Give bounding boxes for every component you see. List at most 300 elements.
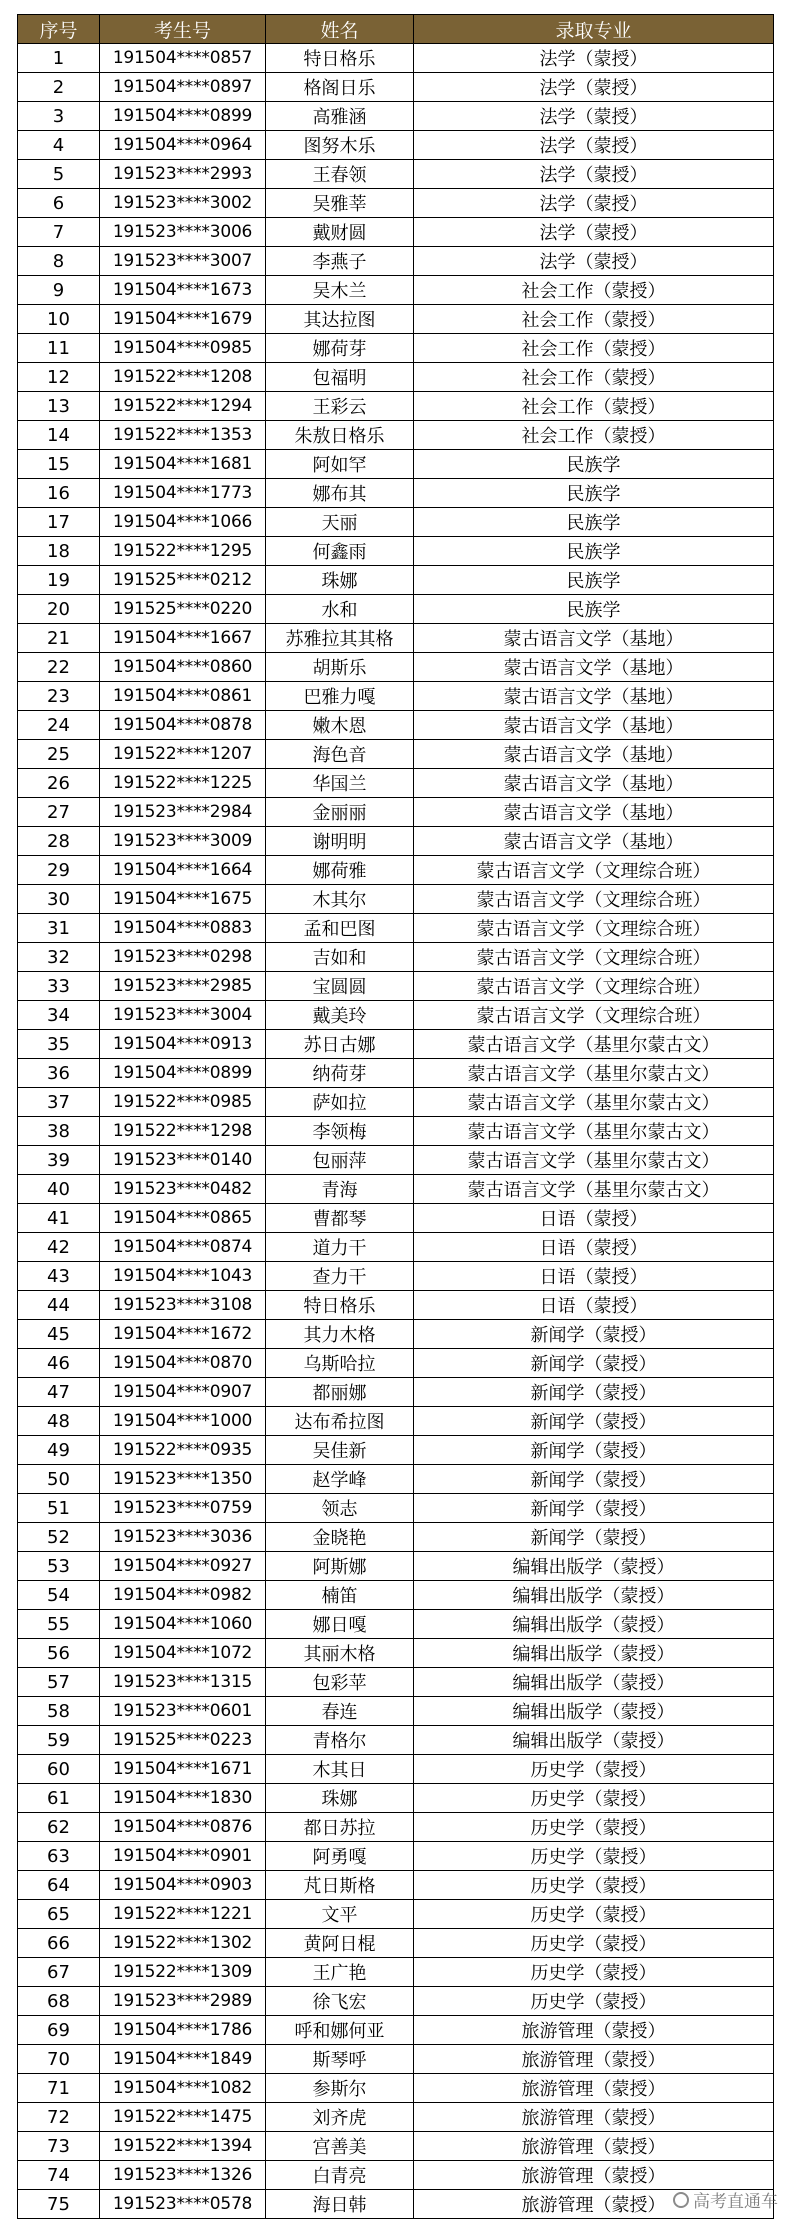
- cell-major: 新闻学（蒙授）: [414, 1320, 774, 1349]
- cell-name: 苏雅拉其其格: [266, 624, 414, 653]
- cell-exam-id: 191504****1072: [100, 1639, 266, 1668]
- cell-exam-id: 191504****1679: [100, 305, 266, 334]
- cell-name: 高雅涵: [266, 102, 414, 131]
- cell-exam-id: 191522****1225: [100, 769, 266, 798]
- cell-index: 19: [18, 566, 100, 595]
- cell-major: 法学（蒙授）: [414, 160, 774, 189]
- cell-major: 新闻学（蒙授）: [414, 1494, 774, 1523]
- cell-major: 法学（蒙授）: [414, 73, 774, 102]
- cell-exam-id: 191522****1208: [100, 363, 266, 392]
- cell-index: 26: [18, 769, 100, 798]
- cell-exam-id: 191504****0860: [100, 653, 266, 682]
- cell-major: 历史学（蒙授）: [414, 1900, 774, 1929]
- cell-index: 34: [18, 1001, 100, 1030]
- cell-exam-id: 191504****1664: [100, 856, 266, 885]
- cell-name: 金丽丽: [266, 798, 414, 827]
- cell-exam-id: 191522****1298: [100, 1117, 266, 1146]
- table-row: [18, 1581, 774, 1610]
- table-row: [18, 160, 774, 189]
- table-row: [18, 2132, 774, 2161]
- cell-index: 14: [18, 421, 100, 450]
- cell-major: 历史学（蒙授）: [414, 1784, 774, 1813]
- cell-major: 蒙古语言文学（基里尔蒙古文）: [414, 1146, 774, 1175]
- table-row: [18, 1059, 774, 1088]
- cell-exam-id: 191504****0897: [100, 73, 266, 102]
- cell-exam-id: 191504****0927: [100, 1552, 266, 1581]
- cell-name: 芃日斯格: [266, 1871, 414, 1900]
- cell-index: 36: [18, 1059, 100, 1088]
- table-row: [18, 1900, 774, 1929]
- cell-name: 领志: [266, 1494, 414, 1523]
- table-row: [18, 1929, 774, 1958]
- table-row: [18, 2016, 774, 2045]
- table-row: [18, 508, 774, 537]
- cell-name: 娜布其: [266, 479, 414, 508]
- cell-index: 74: [18, 2161, 100, 2190]
- cell-major: 新闻学（蒙授）: [414, 1349, 774, 1378]
- cell-exam-id: 191504****1681: [100, 450, 266, 479]
- cell-name: 珠娜: [266, 566, 414, 595]
- cell-major: 蒙古语言文学（文理综合班）: [414, 885, 774, 914]
- cell-name: 金晓艳: [266, 1523, 414, 1552]
- table-row: [18, 131, 774, 160]
- cell-major: 民族学: [414, 595, 774, 624]
- cell-exam-id: 191504****0901: [100, 1842, 266, 1871]
- table-row: [18, 1204, 774, 1233]
- cell-name: 朱敖日格乐: [266, 421, 414, 450]
- cell-exam-id: 191504****1830: [100, 1784, 266, 1813]
- table-row: [18, 363, 774, 392]
- cell-index: 12: [18, 363, 100, 392]
- cell-exam-id: 191504****0907: [100, 1378, 266, 1407]
- table-row: [18, 2074, 774, 2103]
- cell-index: 1: [18, 44, 100, 73]
- cell-name: 戴财圆: [266, 218, 414, 247]
- cell-exam-id: 191522****1294: [100, 392, 266, 421]
- cell-name: 水和: [266, 595, 414, 624]
- cell-major: 编辑出版学（蒙授）: [414, 1610, 774, 1639]
- cell-name: 天丽: [266, 508, 414, 537]
- cell-name: 其力木格: [266, 1320, 414, 1349]
- cell-exam-id: 191523****0482: [100, 1175, 266, 1204]
- table-row: [18, 44, 774, 73]
- cell-exam-id: 191523****3004: [100, 1001, 266, 1030]
- table-row: [18, 1320, 774, 1349]
- cell-exam-id: 191523****3006: [100, 218, 266, 247]
- table-row: [18, 479, 774, 508]
- table-row: [18, 1436, 774, 1465]
- table-row: [18, 827, 774, 856]
- cell-major: 旅游管理（蒙授）: [414, 2074, 774, 2103]
- cell-exam-id: 191504****0964: [100, 131, 266, 160]
- cell-major: 旅游管理（蒙授）: [414, 2132, 774, 2161]
- watermark: [673, 2187, 778, 2212]
- cell-index: 5: [18, 160, 100, 189]
- table-row: [18, 653, 774, 682]
- cell-exam-id: 191504****0899: [100, 102, 266, 131]
- table-row: [18, 1755, 774, 1784]
- cell-index: 13: [18, 392, 100, 421]
- table-row: [18, 1175, 774, 1204]
- cell-name: 呼和娜何亚: [266, 2016, 414, 2045]
- cell-name: 苏日古娜: [266, 1030, 414, 1059]
- table-row: [18, 1958, 774, 1987]
- cell-major: 社会工作（蒙授）: [414, 276, 774, 305]
- table-row: [18, 711, 774, 740]
- cell-major: 日语（蒙授）: [414, 1204, 774, 1233]
- cell-index: 43: [18, 1262, 100, 1291]
- cell-exam-id: 191504****1043: [100, 1262, 266, 1291]
- cell-name: 木其日: [266, 1755, 414, 1784]
- cell-name: 赵学峰: [266, 1465, 414, 1494]
- table-row: [18, 1291, 774, 1320]
- table-row: [18, 421, 774, 450]
- cell-major: 蒙古语言文学（基地）: [414, 624, 774, 653]
- watermark-logo-icon: [673, 2192, 689, 2208]
- cell-name: 白青亮: [266, 2161, 414, 2190]
- cell-major: 新闻学（蒙授）: [414, 1407, 774, 1436]
- cell-name: 华国兰: [266, 769, 414, 798]
- cell-name: 其达拉图: [266, 305, 414, 334]
- table-row: [18, 218, 774, 247]
- cell-name: 曹都琴: [266, 1204, 414, 1233]
- cell-major: 法学（蒙授）: [414, 44, 774, 73]
- cell-major: 蒙古语言文学（基里尔蒙古文）: [414, 1030, 774, 1059]
- cell-name: 包福明: [266, 363, 414, 392]
- cell-name: 宫善美: [266, 2132, 414, 2161]
- cell-exam-id: 191523****0601: [100, 1697, 266, 1726]
- cell-exam-id: 191522****1221: [100, 1900, 266, 1929]
- cell-name: 参斯尔: [266, 2074, 414, 2103]
- cell-index: 61: [18, 1784, 100, 1813]
- cell-exam-id: 191504****0861: [100, 682, 266, 711]
- cell-exam-id: 191523****2989: [100, 1987, 266, 2016]
- table-row: [18, 1639, 774, 1668]
- cell-major: 编辑出版学（蒙授）: [414, 1552, 774, 1581]
- cell-exam-id: 191522****1394: [100, 2132, 266, 2161]
- table-header-row: [18, 15, 774, 44]
- cell-name: 王广艳: [266, 1958, 414, 1987]
- cell-name: 珠娜: [266, 1784, 414, 1813]
- header-name: 姓名: [266, 15, 414, 44]
- cell-name: 徐飞宏: [266, 1987, 414, 2016]
- table-row: [18, 624, 774, 653]
- cell-exam-id: 191522****0935: [100, 1436, 266, 1465]
- table-row: [18, 1813, 774, 1842]
- cell-major: 社会工作（蒙授）: [414, 392, 774, 421]
- cell-exam-id: 191504****0865: [100, 1204, 266, 1233]
- cell-major: 蒙古语言文学（文理综合班）: [414, 972, 774, 1001]
- cell-exam-id: 191504****1671: [100, 1755, 266, 1784]
- cell-index: 44: [18, 1291, 100, 1320]
- cell-major: 编辑出版学（蒙授）: [414, 1697, 774, 1726]
- table-row: [18, 1146, 774, 1175]
- cell-exam-id: 191504****1672: [100, 1320, 266, 1349]
- cell-exam-id: 191504****0876: [100, 1813, 266, 1842]
- cell-name: 李燕子: [266, 247, 414, 276]
- cell-major: 蒙古语言文学（基地）: [414, 653, 774, 682]
- cell-major: 蒙古语言文学（基地）: [414, 740, 774, 769]
- cell-name: 都日苏拉: [266, 1813, 414, 1842]
- cell-major: 民族学: [414, 537, 774, 566]
- cell-exam-id: 191525****0212: [100, 566, 266, 595]
- cell-name: 图努木乐: [266, 131, 414, 160]
- admission-table: [17, 14, 774, 2219]
- cell-exam-id: 191522****1353: [100, 421, 266, 450]
- cell-major: 编辑出版学（蒙授）: [414, 1726, 774, 1755]
- cell-exam-id: 191504****1773: [100, 479, 266, 508]
- cell-name: 吴佳新: [266, 1436, 414, 1465]
- cell-exam-id: 191504****1667: [100, 624, 266, 653]
- table-row: [18, 537, 774, 566]
- cell-exam-id: 191523****0140: [100, 1146, 266, 1175]
- cell-exam-id: 191523****3009: [100, 827, 266, 856]
- cell-name: 娜日嘎: [266, 1610, 414, 1639]
- cell-index: 67: [18, 1958, 100, 1987]
- cell-name: 黄阿日棍: [266, 1929, 414, 1958]
- cell-major: 法学（蒙授）: [414, 131, 774, 160]
- table-row: [18, 1871, 774, 1900]
- cell-index: 42: [18, 1233, 100, 1262]
- cell-name: 特日格乐: [266, 1291, 414, 1320]
- cell-index: 29: [18, 856, 100, 885]
- cell-index: 24: [18, 711, 100, 740]
- cell-major: 新闻学（蒙授）: [414, 1378, 774, 1407]
- cell-major: 蒙古语言文学（文理综合班）: [414, 1001, 774, 1030]
- table-row: [18, 2103, 774, 2132]
- cell-major: 社会工作（蒙授）: [414, 305, 774, 334]
- cell-index: 8: [18, 247, 100, 276]
- cell-index: 15: [18, 450, 100, 479]
- table-row: [18, 102, 774, 131]
- cell-exam-id: 191523****0298: [100, 943, 266, 972]
- cell-name: 包丽萍: [266, 1146, 414, 1175]
- cell-index: 70: [18, 2045, 100, 2074]
- cell-exam-id: 191504****0985: [100, 334, 266, 363]
- table-row: [18, 334, 774, 363]
- cell-major: 法学（蒙授）: [414, 189, 774, 218]
- cell-name: 娜荷芽: [266, 334, 414, 363]
- cell-index: 57: [18, 1668, 100, 1697]
- cell-exam-id: 191522****1475: [100, 2103, 266, 2132]
- cell-index: 47: [18, 1378, 100, 1407]
- cell-name: 包彩苹: [266, 1668, 414, 1697]
- cell-major: 民族学: [414, 479, 774, 508]
- table-row: [18, 1349, 774, 1378]
- cell-exam-id: 191523****1326: [100, 2161, 266, 2190]
- cell-major: 新闻学（蒙授）: [414, 1436, 774, 1465]
- cell-index: 60: [18, 1755, 100, 1784]
- table-row: [18, 1523, 774, 1552]
- cell-name: 格阁日乐: [266, 73, 414, 102]
- cell-major: 民族学: [414, 508, 774, 537]
- cell-exam-id: 191504****0913: [100, 1030, 266, 1059]
- cell-major: 日语（蒙授）: [414, 1262, 774, 1291]
- cell-major: 蒙古语言文学（基地）: [414, 769, 774, 798]
- cell-name: 海日韩: [266, 2190, 414, 2219]
- cell-index: 2: [18, 73, 100, 102]
- table-row: [18, 1842, 774, 1871]
- cell-index: 64: [18, 1871, 100, 1900]
- cell-name: 文平: [266, 1900, 414, 1929]
- cell-exam-id: 191504****0899: [100, 1059, 266, 1088]
- cell-exam-id: 191504****0857: [100, 44, 266, 73]
- cell-name: 纳荷芽: [266, 1059, 414, 1088]
- table-row: [18, 1552, 774, 1581]
- cell-major: 旅游管理（蒙授）: [414, 2016, 774, 2045]
- cell-name: 春连: [266, 1697, 414, 1726]
- cell-index: 40: [18, 1175, 100, 1204]
- cell-exam-id: 191504****0982: [100, 1581, 266, 1610]
- table-row: [18, 1610, 774, 1639]
- table-row: [18, 1465, 774, 1494]
- table-row: [18, 1668, 774, 1697]
- cell-major: 旅游管理（蒙授）: [414, 2161, 774, 2190]
- table-row: [18, 1784, 774, 1813]
- cell-name: 李领梅: [266, 1117, 414, 1146]
- cell-name: 道力干: [266, 1233, 414, 1262]
- cell-exam-id: 191523****1315: [100, 1668, 266, 1697]
- cell-index: 63: [18, 1842, 100, 1871]
- cell-name: 特日格乐: [266, 44, 414, 73]
- cell-exam-id: 191523****3002: [100, 189, 266, 218]
- cell-index: 11: [18, 334, 100, 363]
- table-row: [18, 1407, 774, 1436]
- cell-exam-id: 191504****0874: [100, 1233, 266, 1262]
- cell-name: 谢明明: [266, 827, 414, 856]
- table-row: [18, 943, 774, 972]
- cell-major: 编辑出版学（蒙授）: [414, 1581, 774, 1610]
- cell-index: 49: [18, 1436, 100, 1465]
- cell-name: 斯琴呼: [266, 2045, 414, 2074]
- cell-index: 31: [18, 914, 100, 943]
- cell-name: 都丽娜: [266, 1378, 414, 1407]
- table-row: [18, 856, 774, 885]
- cell-major: 历史学（蒙授）: [414, 1987, 774, 2016]
- cell-name: 戴美玲: [266, 1001, 414, 1030]
- cell-name: 刘齐虎: [266, 2103, 414, 2132]
- table-row: [18, 566, 774, 595]
- cell-major: 法学（蒙授）: [414, 247, 774, 276]
- cell-name: 阿如罕: [266, 450, 414, 479]
- table-row: [18, 276, 774, 305]
- cell-index: 52: [18, 1523, 100, 1552]
- cell-major: 法学（蒙授）: [414, 102, 774, 131]
- cell-index: 22: [18, 653, 100, 682]
- cell-exam-id: 191523****1350: [100, 1465, 266, 1494]
- cell-exam-id: 191522****0985: [100, 1088, 266, 1117]
- cell-exam-id: 191523****3036: [100, 1523, 266, 1552]
- cell-name: 嫩木恩: [266, 711, 414, 740]
- cell-major: 编辑出版学（蒙授）: [414, 1668, 774, 1697]
- cell-index: 35: [18, 1030, 100, 1059]
- cell-exam-id: 191523****2985: [100, 972, 266, 1001]
- cell-exam-id: 191522****1309: [100, 1958, 266, 1987]
- cell-name: 吴雅莘: [266, 189, 414, 218]
- table-row: [18, 682, 774, 711]
- cell-major: 旅游管理（蒙授）: [414, 2103, 774, 2132]
- cell-major: 历史学（蒙授）: [414, 1958, 774, 1987]
- cell-name: 达布希拉图: [266, 1407, 414, 1436]
- header-index: 序号: [18, 15, 100, 44]
- table-row: [18, 2161, 774, 2190]
- cell-exam-id: 191522****1302: [100, 1929, 266, 1958]
- cell-exam-id: 191522****1295: [100, 537, 266, 566]
- cell-exam-id: 191523****3108: [100, 1291, 266, 1320]
- cell-index: 54: [18, 1581, 100, 1610]
- cell-name: 王彩云: [266, 392, 414, 421]
- cell-major: 社会工作（蒙授）: [414, 363, 774, 392]
- cell-index: 17: [18, 508, 100, 537]
- cell-index: 48: [18, 1407, 100, 1436]
- table-row: [18, 1726, 774, 1755]
- cell-exam-id: 191504****1675: [100, 885, 266, 914]
- cell-index: 37: [18, 1088, 100, 1117]
- table-row: [18, 1030, 774, 1059]
- cell-major: 蒙古语言文学（文理综合班）: [414, 856, 774, 885]
- cell-index: 72: [18, 2103, 100, 2132]
- cell-major: 法学（蒙授）: [414, 218, 774, 247]
- cell-exam-id: 191525****0223: [100, 1726, 266, 1755]
- admission-list: [17, 14, 773, 2219]
- cell-name: 查力干: [266, 1262, 414, 1291]
- cell-index: 73: [18, 2132, 100, 2161]
- cell-exam-id: 191504****0883: [100, 914, 266, 943]
- header-major: 录取专业: [414, 15, 774, 44]
- cell-index: 4: [18, 131, 100, 160]
- cell-name: 何鑫雨: [266, 537, 414, 566]
- cell-index: 9: [18, 276, 100, 305]
- cell-exam-id: 191525****0220: [100, 595, 266, 624]
- cell-major: 历史学（蒙授）: [414, 1813, 774, 1842]
- cell-name: 宝圆圆: [266, 972, 414, 1001]
- table-row: [18, 740, 774, 769]
- cell-exam-id: 191504****0878: [100, 711, 266, 740]
- cell-name: 青海: [266, 1175, 414, 1204]
- cell-index: 53: [18, 1552, 100, 1581]
- table-row: [18, 769, 774, 798]
- cell-major: 蒙古语言文学（基地）: [414, 682, 774, 711]
- table-row: [18, 392, 774, 421]
- cell-major: 编辑出版学（蒙授）: [414, 1639, 774, 1668]
- cell-major: 历史学（蒙授）: [414, 1871, 774, 1900]
- cell-exam-id: 191522****1207: [100, 740, 266, 769]
- cell-name: 海色音: [266, 740, 414, 769]
- cell-index: 59: [18, 1726, 100, 1755]
- table-row: [18, 1378, 774, 1407]
- cell-name: 王春领: [266, 160, 414, 189]
- cell-name: 木其尔: [266, 885, 414, 914]
- cell-exam-id: 191523****3007: [100, 247, 266, 276]
- cell-exam-id: 191504****1000: [100, 1407, 266, 1436]
- cell-index: 65: [18, 1900, 100, 1929]
- cell-major: 蒙古语言文学（基里尔蒙古文）: [414, 1088, 774, 1117]
- cell-exam-id: 191504****1060: [100, 1610, 266, 1639]
- cell-index: 51: [18, 1494, 100, 1523]
- table-row: [18, 73, 774, 102]
- cell-exam-id: 191523****2984: [100, 798, 266, 827]
- table-row: [18, 247, 774, 276]
- cell-major: 蒙古语言文学（基地）: [414, 798, 774, 827]
- cell-name: 娜荷雅: [266, 856, 414, 885]
- cell-index: 7: [18, 218, 100, 247]
- cell-name: 阿勇嘎: [266, 1842, 414, 1871]
- cell-exam-id: 191504****0870: [100, 1349, 266, 1378]
- table-row: [18, 1233, 774, 1262]
- table-row: [18, 305, 774, 334]
- cell-exam-id: 191504****1786: [100, 2016, 266, 2045]
- cell-name: 阿斯娜: [266, 1552, 414, 1581]
